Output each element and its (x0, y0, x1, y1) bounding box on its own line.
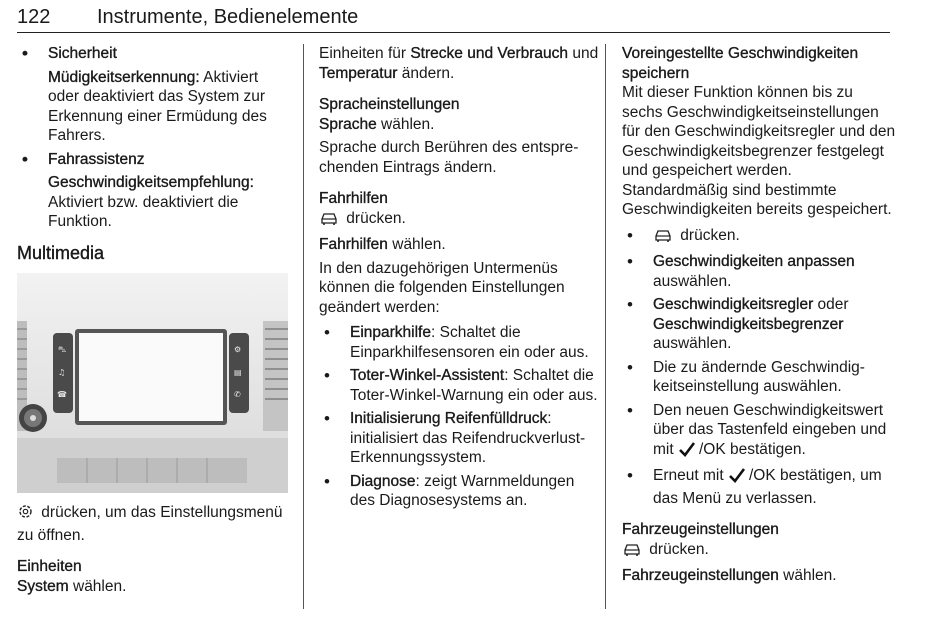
sub-heading: Fahrhilfen (319, 190, 388, 207)
multimedia-unit-figure (17, 273, 288, 493)
list-item: • Erneut mit /OK bestätigen, um das Menü zu verlassen. (622, 466, 897, 508)
svg-text:♫: ♫ (58, 368, 66, 377)
sub-heading: Spracheinstellungen (319, 96, 460, 113)
sub-heading: Einheiten (17, 558, 82, 575)
list-item: • Geschwindigkeitsregler oder Geschwindigkeitsbegrenzer auswählen. (622, 295, 897, 354)
list-item: • Initialisierung Reifenfülldruck: initialisiert das Reifendruckverlust-Erkennungssystem. (319, 409, 599, 468)
section-heading: Multimedia (17, 242, 105, 263)
paragraph: Mit dieser Funktion können bis zu sechs Geschwindigkeitseinstellungen für den Geschwindigkeitsregler und den Geschwindigkeitsbegrenzer festgelegt und gespeichert werden. Standardmäßig sind bestimmte Geschwindigkeiten bereits gespeichert. (622, 84, 896, 218)
list-item: • Den neuen Geschwindigkeitswert über das Tastenfeld eingeben und mit /OK bestätigen. (622, 401, 897, 463)
paragraph: Sprache wählen. (319, 115, 435, 133)
page-number: 122 (17, 6, 51, 28)
column-divider (303, 44, 304, 609)
column-divider (605, 44, 606, 609)
car-icon (319, 211, 339, 232)
bullet-title: • Sicherheit (17, 44, 289, 64)
list-item: • Toter-Winkel-Assistent: Schaltet die Toter-Winkel-Warnung ein oder aus. (319, 366, 599, 405)
car-icon (622, 542, 642, 563)
svg-text:⚙: ⚙ (234, 345, 242, 354)
page-title: Instrumente, Bedienelemente (97, 6, 359, 28)
paragraph: drücken. (319, 209, 599, 232)
bullet-title: • Fahrassistenz (17, 150, 289, 170)
paragraph: Müdigkeitserkennung: Aktiviert oder deaktiviert das System zur Erkennung einer Ermüdung des Fahrers. (48, 68, 267, 144)
checkmark-icon (678, 441, 696, 463)
column-3 (622, 44, 897, 586)
settings-gear-icon (17, 503, 34, 526)
list-item: • Geschwindigkeiten anpassen auswählen. (622, 252, 897, 291)
paragraph: Fahrhilfen wählen. (319, 236, 446, 253)
paragraph: drücken, um das Einstellungsmenü zu öffnen. (17, 504, 283, 544)
car-icon (653, 228, 673, 249)
svg-text:☎: ☎ (57, 390, 67, 399)
svg-text:▤: ▤ (234, 368, 242, 377)
list-item: • Die zu ändernde Geschwindigkeitseinstellung auswählen. (622, 358, 897, 397)
list-item: • Einparkhilfe: Schaltet die Einparkhilfesensoren ein oder aus. (319, 323, 599, 362)
column-1 (17, 44, 289, 596)
multimedia-unit-drawing (17, 273, 288, 493)
page-header (17, 6, 890, 33)
paragraph: Geschwindigkeitsempfehlung: Aktiviert bzw. deaktiviert die Funktion. (48, 174, 254, 230)
checkmark-icon (728, 467, 746, 489)
paragraph: System wählen. (17, 577, 127, 595)
column-2 (319, 44, 599, 511)
svg-text:✆: ✆ (234, 390, 241, 399)
paragraph: Sprache durch Berühren des entsprechenden Eintrags ändern. (319, 139, 579, 176)
paragraph: Einheiten für Strecke und Verbrauch und Temperatur ändern. (319, 45, 599, 82)
svg-text:⛍: ⛍ (58, 345, 67, 354)
paragraph: Fahrzeugeinstellungen wählen. (622, 567, 837, 584)
paragraph: In den dazugehörigen Untermenüs können die folgenden Einstellungen geändert werden: (319, 259, 565, 316)
sub-heading: Voreingestellte Geschwindigkeiten speichern (622, 45, 859, 82)
list-item: • Diagnose: zeigt Warnmeldungen des Diagnosesystems an. (319, 472, 599, 511)
list-item: • drücken. (622, 226, 897, 249)
sub-heading: Fahrzeugeinstellungen (622, 521, 779, 538)
paragraph: drücken. (622, 540, 897, 563)
